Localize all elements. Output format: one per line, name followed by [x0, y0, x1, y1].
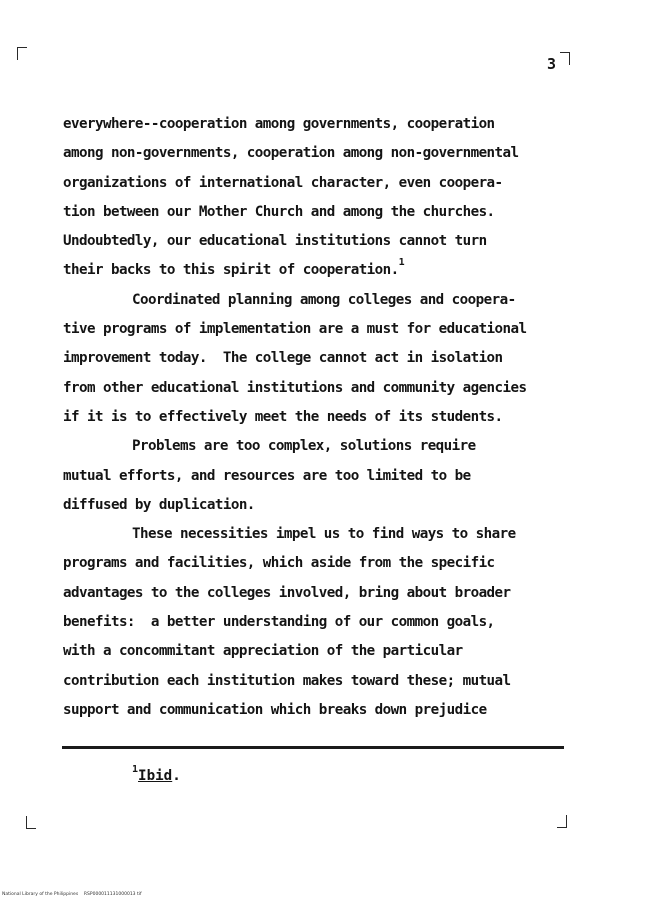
- text-line: from other educational institutions and community agencies: [63, 379, 527, 396]
- text-line: among non-governments, cooperation among non-governmental: [63, 145, 519, 162]
- crop-mark-top-left: [17, 47, 27, 60]
- footnote-number: 1: [132, 764, 139, 775]
- text-line: support and communication which breaks down prejudice: [63, 701, 487, 718]
- text-line: if it is to effectively meet the needs of its students.: [63, 408, 503, 425]
- text-line: improvement today. The college cannot act in isolation: [63, 350, 503, 367]
- text-line: their backs to this spirit of cooperation.: [63, 262, 399, 279]
- text-line: tive programs of implementation are a must for educational: [63, 321, 527, 338]
- page-number: 3: [547, 55, 557, 73]
- text-line: with a concommitant appreciation of the particular: [63, 643, 463, 660]
- paragraph-start-line: Coordinated planning among colleges and coopera-: [132, 291, 516, 308]
- text-line: contribution each institution makes toward these; mutual: [63, 672, 511, 689]
- paragraph-start-line: These necessities impel us to find ways to share: [132, 526, 516, 543]
- text-line: diffused by duplication.: [63, 496, 255, 513]
- footnote-reference: 1: [398, 257, 405, 269]
- footnote-trailing-period: .: [172, 768, 181, 784]
- text-line: programs and facilities, which aside from the specific: [63, 555, 495, 572]
- crop-mark-top-right: [560, 52, 570, 65]
- text-line: tion between our Mother Church and among the churches.: [63, 203, 495, 220]
- text-line: organizations of international character, even coopera-: [63, 174, 503, 191]
- footnote-text: Ibid: [138, 768, 173, 784]
- text-line: Undoubtedly, our educational institutions cannot turn: [63, 233, 487, 250]
- text-line: mutual efforts, and resources are too limited to be: [63, 467, 471, 484]
- body-text: [63, 110, 603, 725]
- text-line: everywhere--cooperation among governments, cooperation: [63, 116, 495, 132]
- footnote-divider: [62, 746, 564, 749]
- text-line: benefits: a better understanding of our common goals,: [63, 614, 495, 631]
- scan-footer: National Library of the Philippines RSP000011131000013 tif: [2, 892, 142, 897]
- text-line: advantages to the colleges involved, bring about broader: [63, 584, 511, 601]
- crop-mark-bottom-left: [26, 816, 36, 829]
- text-line-with-footnote: [63, 256, 603, 285]
- paragraph-start-line: Problems are too complex, solutions require: [132, 438, 476, 455]
- crop-mark-bottom-right: [557, 815, 567, 828]
- footnote: [132, 764, 181, 784]
